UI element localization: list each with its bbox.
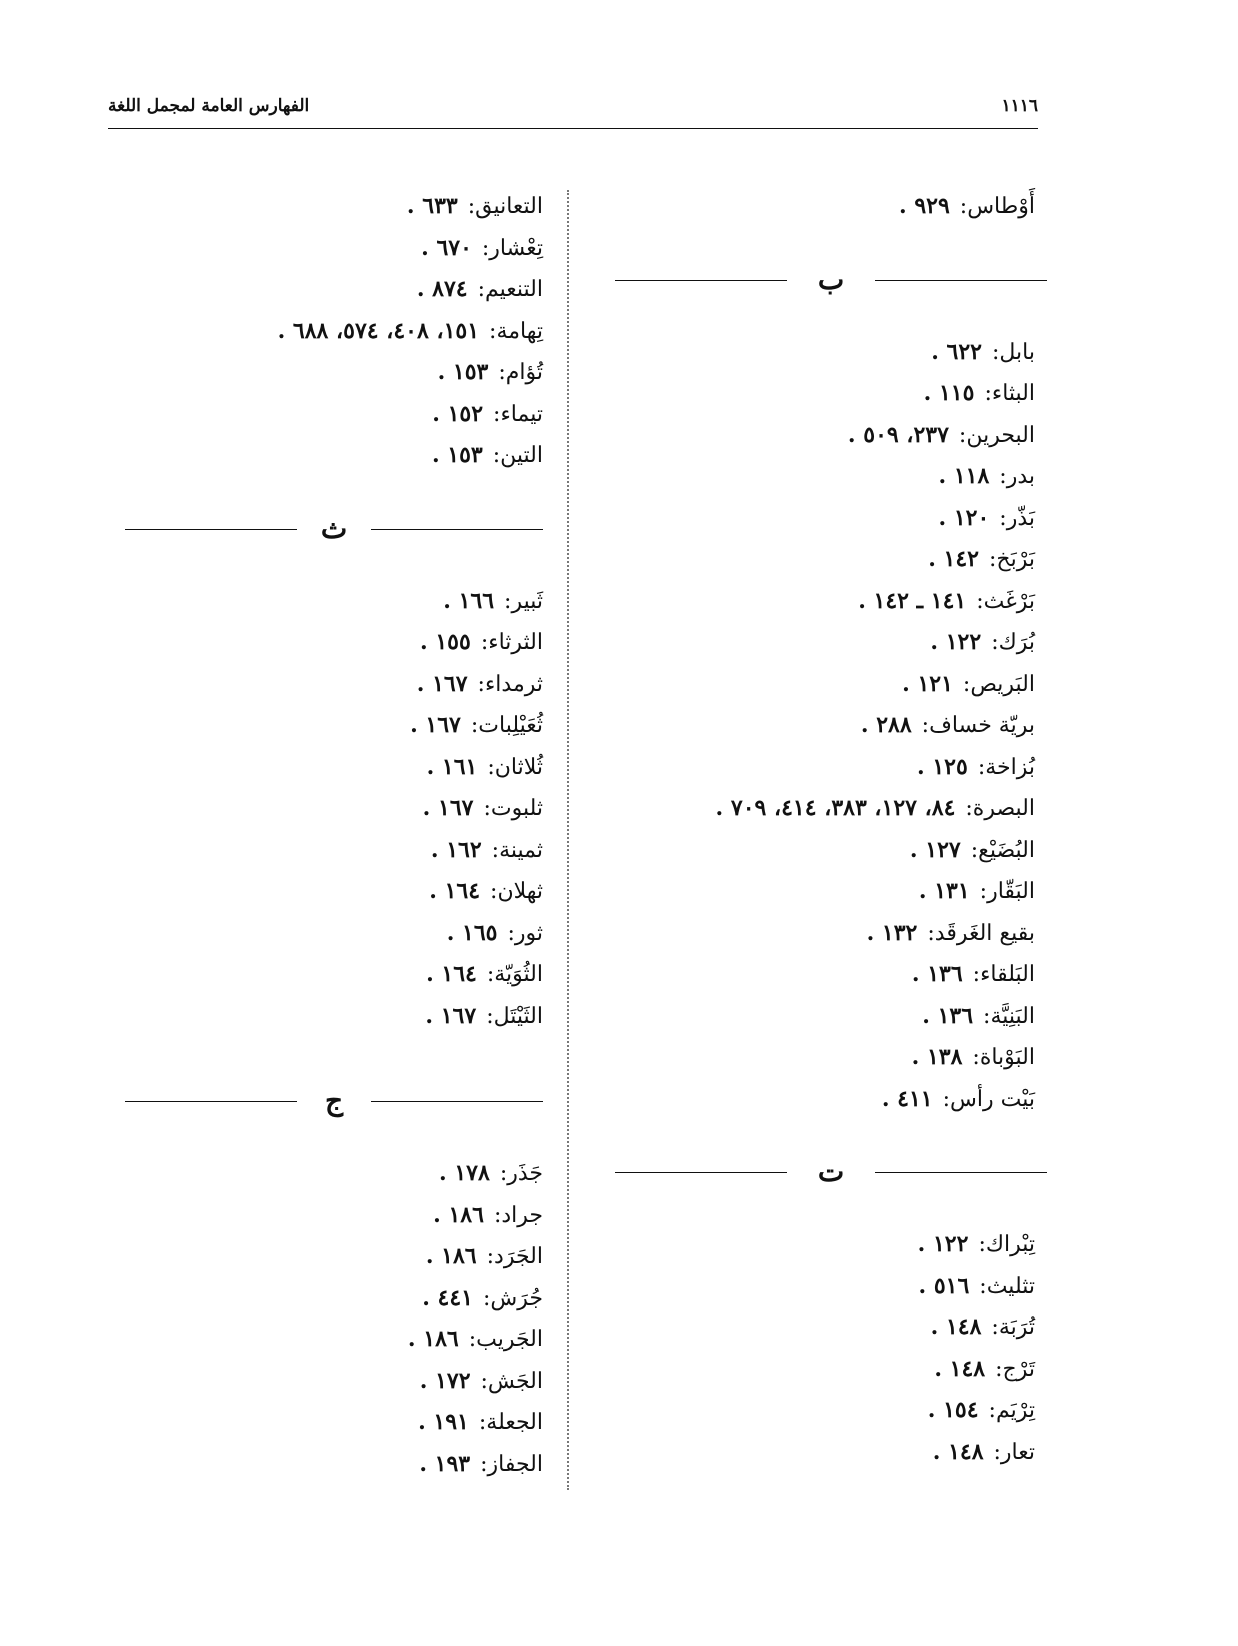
place-name: بُزاخة: [977,754,1035,780]
place-name: التنعيم: [477,277,543,302]
place-name: جراد: [493,1202,543,1228]
spacer [103,477,543,505]
index-entry [595,747,1035,789]
section-heading-tha [125,505,543,553]
section-letter: ب [817,262,845,296]
page-refs: ١٤٨ . [934,1355,986,1382]
place-name: بَرْغَث: [976,588,1035,614]
index-entry [595,871,1035,913]
page-refs: ١٨٦ . [433,1201,484,1228]
section-letter: ت [817,1155,845,1188]
page-refs: ٦٢٢ . [931,338,982,365]
index-entry [103,747,543,789]
rule-line [371,1101,543,1102]
page-refs: ١٢٠ . [938,504,990,531]
page-refs: ٨٧٤ . [416,276,468,302]
index-entry [103,622,543,664]
place-name: البَلقاء: [972,962,1035,987]
place-name: تِرْيَم: [988,1398,1035,1423]
index-entry [103,394,543,436]
page-refs: ١١٨ . [938,463,990,489]
place-name: تُؤام: [498,360,543,385]
place-name: البَقّار: [979,879,1035,904]
index-entry [103,228,543,270]
spacer [595,1120,1035,1148]
column-divider [567,190,569,1490]
spacer [103,1037,543,1077]
place-name: جَذَر: [499,1161,543,1186]
index-entry [595,1266,1035,1308]
index-entry [103,1361,543,1403]
place-name: ثَبير: [504,588,543,614]
index-entry [595,498,1035,540]
index-entry [103,435,543,477]
place-name: تعار: [993,1439,1035,1465]
place-name: التعانيق: [467,194,543,219]
place-name: بقيع الغَرقَد: [927,920,1035,946]
running-title: الفهارس العامة لمجمل اللغة [108,96,310,116]
page-refs: ١٦١ . [426,753,478,780]
rule-line [875,1172,1047,1173]
place-name: ثور: [507,920,543,946]
place-name: أَوْطاس: [959,194,1035,219]
index-entry [103,1153,543,1195]
page-refs: ١٦٧ . [425,1002,477,1029]
index-entry [103,186,543,228]
index-entry [103,913,543,955]
place-name: البصرة: [965,796,1035,821]
section-ba-entries [595,332,1035,1121]
index-entry [595,1224,1035,1266]
page-refs: ٦٣٣ . [406,193,458,219]
page-refs: ١٤٢ . [928,546,979,572]
place-name: تَرْج: [995,1356,1035,1382]
index-entry [103,830,543,872]
place-name: ثرمداء: [477,671,543,697]
place-name: ثمينة: [491,837,543,863]
page-refs: ٤٤١ . [422,1284,473,1311]
index-entry [595,539,1035,581]
page-refs: ١٢٢ . [930,629,982,655]
index-entry [103,311,543,353]
index-entry [103,269,543,311]
place-name: ثُعَيْلِبات: [470,713,543,738]
place-name: التين: [492,443,543,468]
place-name: الثرثاء: [480,630,543,655]
page-refs: ١٥٥ . [420,629,471,655]
page-refs: ١٦٧ . [416,670,468,697]
rule-line [371,529,543,530]
page-refs: ٤١١ . [881,1085,933,1112]
page-refs: ١٥١، ٤٠٨، ٥٧٤، ٦٨٨ . [277,317,480,344]
index-entry [595,373,1035,415]
place-name: تِبْراك: [978,1232,1035,1257]
place-name: ثهلان: [490,879,543,904]
place-name: تُرَبَة: [991,1315,1035,1340]
index-entry [595,1307,1035,1349]
right-column [595,186,1035,1473]
page-refs: ١١٥ . [923,380,975,406]
section-ta-entries [595,1224,1035,1473]
page-refs: ١٣٨ . [911,1044,963,1070]
index-entry [595,664,1035,706]
page-refs: ١٦٢ . [430,836,482,863]
page-refs: ١٤١ ـ ١٤٢ . [858,587,967,614]
place-name: تِهامة: [489,318,543,344]
place-name: تثليث: [979,1273,1035,1299]
section-heading-ta [615,1148,1047,1196]
page-refs: ١٦٦ . [443,587,495,614]
page-refs: ١٤٨ . [930,1314,982,1340]
place-name: بدر: [999,464,1035,489]
index-entry [103,664,543,706]
page-refs: ١٥٣ . [431,442,483,468]
page-refs: ١٣١ . [918,878,970,904]
index-entry [103,1319,543,1361]
index-entry [595,996,1035,1038]
page-refs: ٢٨٨ . [860,712,912,738]
index-entry [103,1278,543,1320]
place-name: بريّة خساف: [921,713,1035,738]
place-name: البَريص: [962,671,1035,697]
place-name: البحرين: [958,422,1035,448]
page-refs: ١٦٥ . [446,919,498,946]
page-refs: ٩٢٩ . [899,193,950,219]
page-refs: ١٩١ . [418,1409,469,1435]
page-refs: ٦٧٠ . [421,234,472,261]
place-name: الجَرَد: [486,1244,543,1269]
place-name: البَنِيَّة: [983,1003,1035,1029]
page-number: ١١١٦ [1001,96,1038,116]
index-entry [103,871,543,913]
place-name: البُضَيْع: [970,837,1035,863]
place-name: بَيْت رأس: [942,1086,1035,1112]
index-entry [595,913,1035,955]
page-refs: ١٨٦ . [407,1326,459,1352]
index-entry [595,954,1035,996]
index-entry [595,1390,1035,1432]
index-entry [595,332,1035,374]
page-refs: ١٣٦ . [911,961,963,987]
running-head [108,94,1038,129]
index-entry [103,788,543,830]
index-entry [103,1236,543,1278]
rule-line [615,280,787,281]
page-refs: ١٥٣ . [437,359,489,385]
page-refs: ١٩٣ . [419,1450,471,1477]
index-entry [103,954,543,996]
page-refs: ١٢٥ . [917,753,968,780]
place-name: ثُلاثان: [487,754,543,780]
place-name: بُرَك: [991,630,1035,655]
place-name: بابل: [991,339,1035,365]
page-refs: ١٢١ . [902,670,953,697]
section-heading-ba [615,256,1047,304]
place-name: تِعْشار: [481,235,543,261]
page-refs: ١٣٦ . [922,1002,974,1029]
index-entry [103,581,543,623]
page-refs: ٢٣٧، ٥٠٩ . [847,421,949,448]
page-refs: ١٧٢ . [419,1367,471,1394]
rule-line [125,1101,297,1102]
page-refs: ٨٤، ١٢٧، ٣٨٣، ٤١٤، ٧٠٩ . [715,795,956,821]
rule-line [875,280,1047,281]
index-entry [595,1349,1035,1391]
section-heading-jim [125,1077,543,1125]
place-name: الثُوَيّة: [486,962,543,987]
rule-line [615,1172,787,1173]
index-entry [595,788,1035,830]
spacer [595,304,1035,332]
place-name: بَرْبَخ: [989,547,1035,572]
spacer [103,553,543,581]
index-entry [595,622,1035,664]
section-letter: ج [324,1084,344,1117]
spacer [595,1196,1035,1224]
page-refs: ١٣٢ . [866,919,918,946]
page-refs: ١٦٧ . [410,712,461,738]
index-entry [595,456,1035,498]
page-refs: ١٤٨ . [932,1438,984,1465]
page-refs: ١٦٤ . [426,961,477,987]
index-entry [103,705,543,747]
left-column [103,186,543,1485]
section-jim-entries [103,1153,543,1485]
place-name: جُرَش: [482,1285,543,1311]
index-entry [103,1444,543,1486]
place-name: بَذّر: [999,505,1035,531]
index-entry [595,186,1035,228]
index-entry [595,415,1035,457]
index-entry [595,705,1035,747]
place-name: تيماء: [493,401,543,427]
page-refs: ١٢٧ . [909,836,961,863]
spacer [595,228,1035,256]
section-letter: ث [320,511,348,545]
index-entry [595,830,1035,872]
place-name: الثَيْتَل: [486,1003,543,1029]
page-refs: ١٢٢ . [917,1231,969,1257]
place-name: الجفاز: [480,1451,543,1477]
page-refs: ١٥٢ . [432,400,484,427]
page-refs: ٥١٦ . [918,1272,970,1299]
place-name: الجَش: [480,1368,543,1394]
place-name: البَوْباة: [972,1045,1035,1070]
index-entry [103,1402,543,1444]
index-entry [595,1079,1035,1121]
index-entry [595,1037,1035,1079]
index-entry [103,1195,543,1237]
index-entry [103,352,543,394]
place-name: الجعلة: [478,1410,543,1435]
spacer [103,1125,543,1153]
index-entry [595,581,1035,623]
rule-line [125,529,297,530]
index-entry [595,1432,1035,1474]
place-name: الجَريب: [468,1327,543,1352]
page-refs: ١٧٨ . [439,1160,490,1186]
place-name: البثاء: [984,381,1035,406]
section-ta-continued-entries [103,186,543,477]
index-entry [103,996,543,1038]
page-refs: ١٥٤ . [927,1397,979,1423]
section-tha-entries [103,581,543,1038]
place-name: ثلبوت: [483,796,543,821]
page-refs: ١٦٧ . [422,795,474,821]
page-refs: ١٨٦ . [425,1243,477,1269]
page-refs: ١٦٤ . [429,878,481,904]
